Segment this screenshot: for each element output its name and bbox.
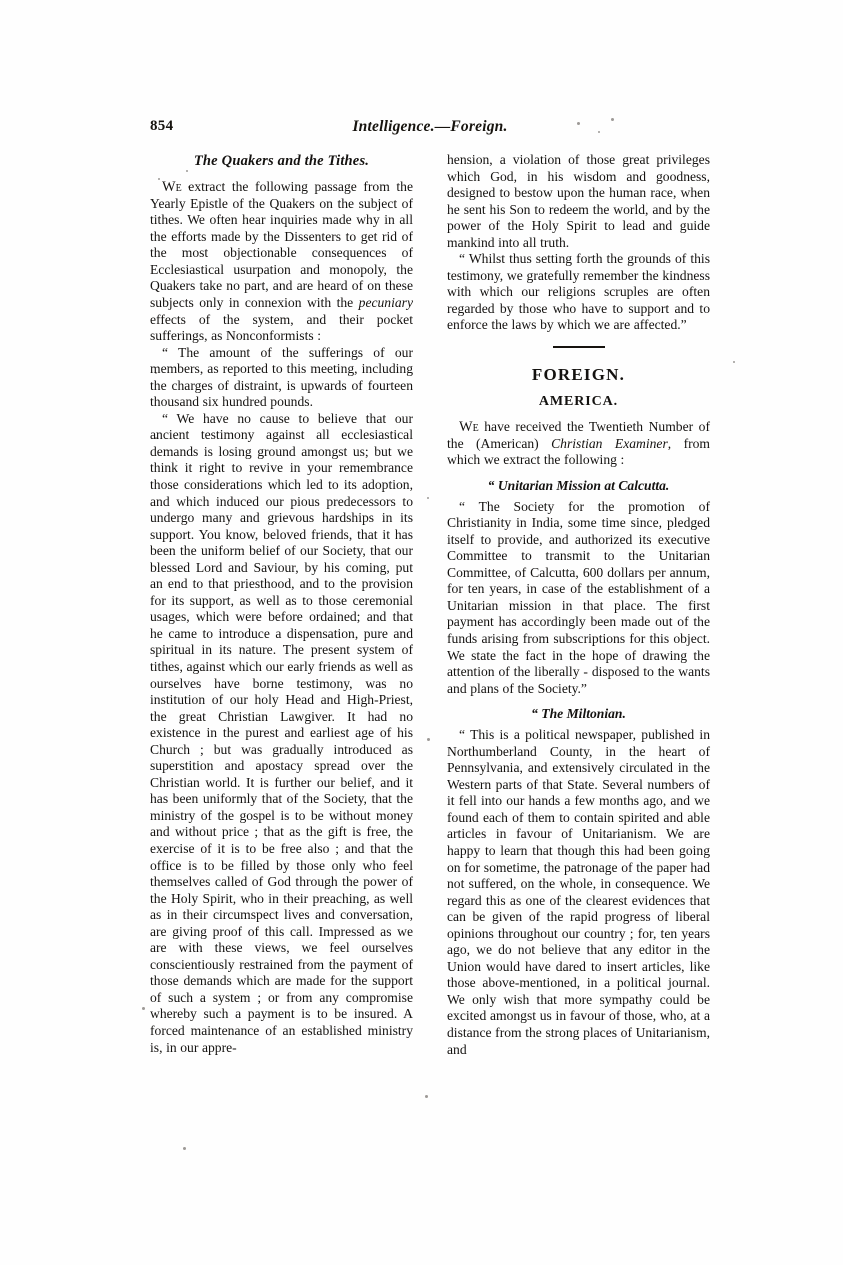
paragraph-ancient-testimony: “ We have no cause to believe that our ancient testimony against all ecclesiastical demands is losing ground amongst us; but we think it right to revive in your remembrance those considerations which led to its adoption, and which induced our pious predecessors to undergo many and grievous hardships in its support. You know, beloved friends, that it has been the uniform belief of our Society, that our blessed Lord and Saviour, by his coming, put an end to that priesthood, and to the provision for its support, as well as to those ceremonial usages, which were before ordained; and that he came to introduce a dispensation, pure and spiritual in its nature. The present system of tithes, against which our early friends as well as ourselves have borne testimony, was no institution of our holy Head and High-Priest, the great Christian Lawgiver. It had no existence in the purest and earliest age of his Church ; but was gradually introduced as superstition and apostacy spread over the Christian world. It is further our belief, and it has been uniformly that of the Society, that the ministry of the gospel is to be without money and without price ; that as the gift is free, the exercise of it is to be free also ; and that the office is to be filled by those only who feel themselves called of God through the power of the Holy Spirit, who in their preaching, as well as in their circumspect lives and conversation, are giving proof of this call. Impressed as we are with these views, we feel ourselves conscientiously restrained from the payment of those demands which are made for the support of such a system ; or from any compromise whereby such a payment is to be insured. A forced maintenance of an established ministry is, in our appre- bbox=[150, 410, 413, 1055]
article-title-quakers-tithes: The Quakers and the Tithes. bbox=[193, 153, 370, 169]
paragraph-miltonian-newspaper: “ This is a political newspaper, published in Northumberland County, in the heart of Pennsylvania, and extensively circulated in the Western parts of that State. Several numbers of it fell into our hands a few months ago, and we found each of them to contain spirited and able articles in favour of Unitarianism. We are happy to learn that though this had been going on for sometime, the patronage of the paper had not suffered, on the whole, in consequence. We regard this as one of the clearest evidences that can be given of the rapid progress of liberal opinions throughout our country ; for, ten years ago, we do not believe that any editor in the Union would have dared to insert articles, like those above-mentioned, in a political journal. We only wish that more sympathy could be excited amongst us in favour of those, who, at a distance from the strong places of Unitarianism, and bbox=[447, 727, 710, 1057]
section-divider-rule bbox=[553, 346, 605, 348]
scan-speck bbox=[427, 497, 429, 499]
left-column bbox=[150, 152, 413, 1056]
subheading-the-miltonian: “ The Miltonian. bbox=[531, 706, 626, 722]
scan-speck bbox=[183, 1147, 186, 1150]
running-head-title: Intelligence.—Foreign. bbox=[352, 118, 508, 135]
page-folio-number: 854 bbox=[150, 118, 174, 134]
paragraph-calcutta-society: “ The Society for the promotion of Christianity in India, some time since, pledged itself to provide, and authorized its executive Committee to transmit to the Unitarian Committee, of Calcutta, 600 dollars per annum, for ten years, in case of the establishment of a Unitarian mission in that place. The first payment has accordingly been made out of the funds arising from subscriptions for this object. We state the fact in the hope of drawing the attention of the liberally - disposed to the wants and plans of the Society.” bbox=[447, 498, 710, 696]
scan-speck bbox=[577, 122, 580, 125]
scan-speck bbox=[611, 118, 614, 121]
scan-speck bbox=[142, 1007, 145, 1010]
scan-speck bbox=[427, 738, 430, 741]
paragraph-continuation-hension: hension, a violation of those great privileges which God, in his wisdom and goodness, designed to bestow upon the human race, when he sent his Son to redeem the world, and by the power of the Holy Spirit to lead and guide mankind into all truth. bbox=[447, 152, 710, 250]
heading-foreign: FOREIGN. bbox=[531, 365, 626, 385]
running-head bbox=[150, 118, 710, 138]
paragraph-amount-of-sufferings: “ The amount of the sufferings of our members, as reported to this meeting, including the charges of distraint, is upwards of fourteen thousand six hundred pounds. bbox=[150, 344, 413, 410]
drop-small-caps-we: We bbox=[459, 419, 479, 436]
subheading-unitarian-mission-calcutta: “ Unitarian Mission at Calcutta. bbox=[487, 477, 670, 493]
paragraph-quakers-intro bbox=[150, 179, 413, 344]
scan-speck bbox=[598, 131, 600, 133]
paragraph-text: extract the following passage from the Yearly Epistle of the Quakers on the subject of tithes. We often hear inquiries made why in all the efforts made by the Dissenters to get rid of the most objectionable consequences of Ecclesiastical usurpation and monopoly, the Quakers take no part, and are heard of on these subjects only in connexion with the pecuniary effects of the system, and their pocket sufferings, as Nonconformists : bbox=[150, 179, 413, 344]
paragraph-text: have received the Twentieth Number of the (American) Christian Examiner, from which we extract the following : bbox=[447, 419, 710, 468]
paragraph-america-intro bbox=[447, 419, 710, 469]
drop-small-caps-we: We bbox=[162, 179, 182, 196]
paragraph-whilst-thus-setting-forth: “ Whilst thus setting forth the grounds of this testimony, we gratefully remember the kindness with which our religions scruples are often regarded by those who have to support and to enforce the laws by which we are affected.” bbox=[447, 251, 710, 333]
right-column bbox=[447, 152, 710, 1058]
scan-speck bbox=[733, 361, 735, 363]
heading-america: AMERICA. bbox=[538, 394, 619, 410]
scan-speck bbox=[425, 1095, 428, 1098]
